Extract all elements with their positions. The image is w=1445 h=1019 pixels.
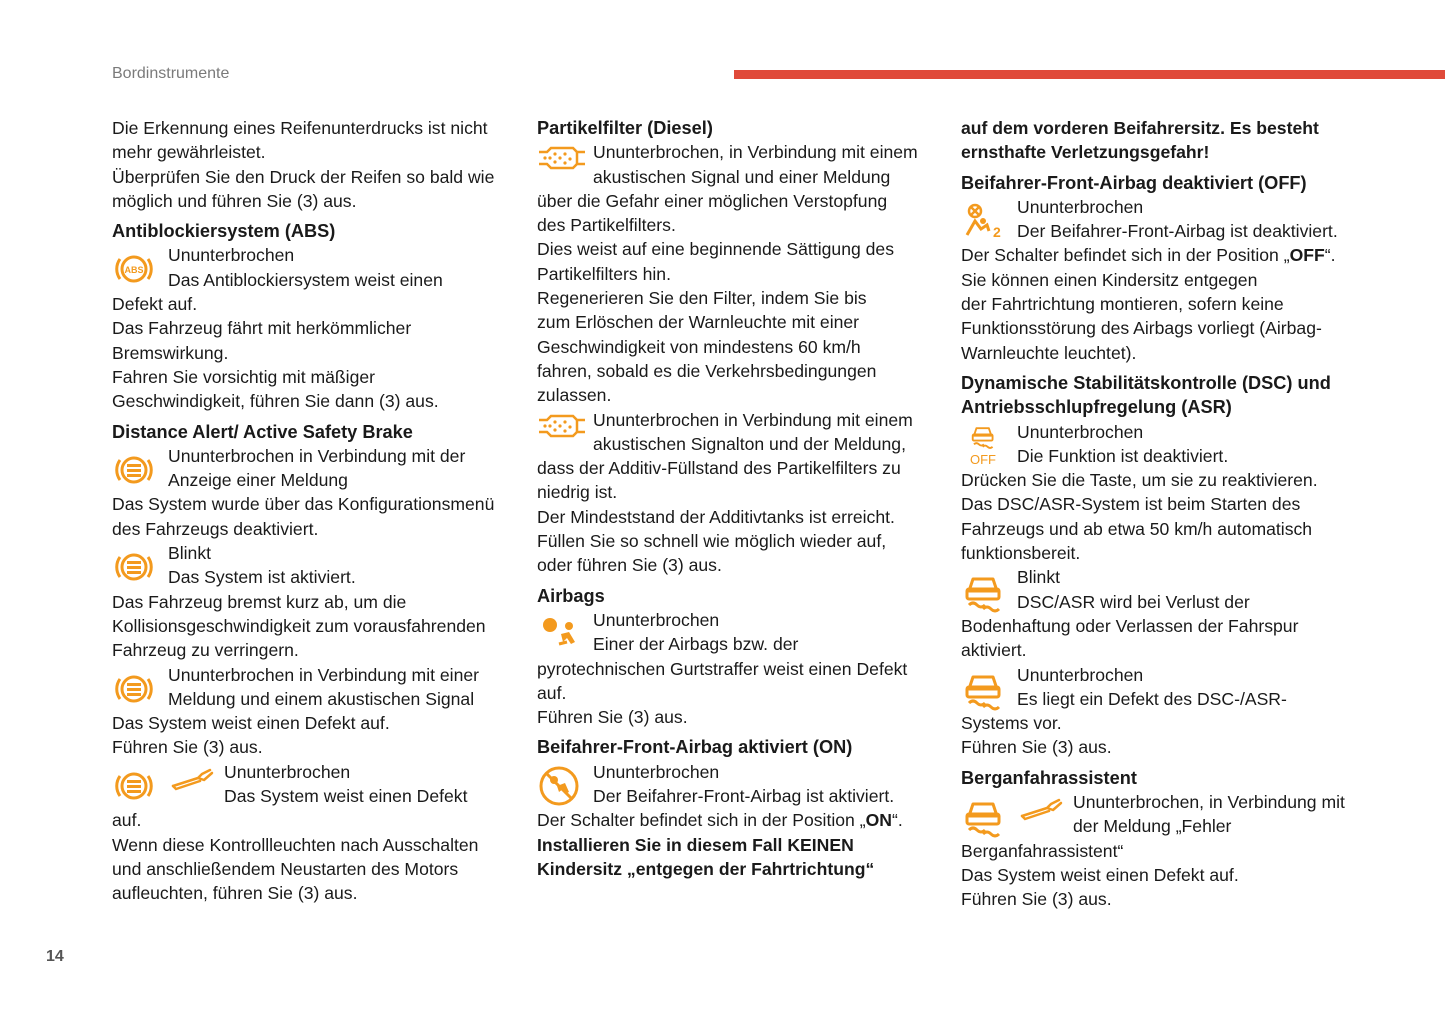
dsc-block-3 [961,663,1366,712]
dsc-state: Ununterbrochen [1017,664,1144,685]
column-2 [537,116,942,881]
pf-desc: akustischen Signalton und der Meldung, [593,433,906,454]
dsc-desc: Es liegt ein Defekt des DSC-/ASR- [1017,688,1287,709]
dab-desc: Das System weist einen Defekt [224,786,468,807]
dsc-icon [961,794,1005,838]
passenger-airbag-off-icon [961,199,1005,243]
wrench-icon [170,766,216,792]
abs-text: Bremswirkung. [112,342,229,363]
airbags-heading: Airbags [537,585,605,606]
hill-text: Berganfahrassistent“ [961,840,1124,861]
hill-desc: der Meldung „Fehler [1073,816,1232,837]
airbag-off-heading: Beifahrer-Front-Airbag deaktiviert (OFF) [961,172,1307,193]
intro-line: Überprüfen Sie den Druck der Reifen so bald wie [112,166,495,187]
abs-desc: Das Antiblockiersystem weist einen [168,269,443,290]
dab-state: Ununterbrochen in Verbindung mit der [168,445,466,466]
airbag-on-position: Der Schalter befindet sich in der Position „ON“. [537,810,903,831]
hill-block [961,790,1366,839]
dsc-block-1 [961,420,1366,469]
child-seat-warning: ernsthafte Verletzungsgefahr! [961,142,1210,163]
brake-warning-icon [112,448,156,492]
dsc-text: Drücken Sie die Taste, um sie zu reaktivieren. [961,470,1318,491]
dsc-state: Blinkt [1017,567,1061,588]
dsc-desc: Die Funktion ist deaktiviert. [1017,445,1229,466]
dab-text: und anschließendem Neustarten des Motors [112,858,459,879]
pf-text: dass der Additiv-Füllstand des Partikelfilters zu [537,458,901,479]
abs-warning-icon [112,247,156,291]
dab-text: auf. [112,810,142,831]
abs-state: Ununterbrochen [168,245,295,266]
dab-text: Kollisionsgeschwindigkeit zum vorausfahrenden [112,615,486,636]
pf-text: Partikelfilters hin. [537,263,671,284]
dsc-icon [961,667,1005,711]
column-3 [961,116,1366,912]
dab-text: Fahrzeug zu verringern. [112,640,299,661]
passenger-airbag-on-icon [537,764,581,808]
pf-text: zum Erlöschen der Warnleuchte mit einer [537,312,860,333]
dsc-text: funktionsbereit. [961,543,1081,564]
dab-text: Wenn diese Kontrollleuchten nach Ausschalten [112,834,479,855]
brake-warning-icon [112,764,156,808]
pf-text: Regenerieren Sie den Filter, indem Sie bis [537,288,867,309]
particle-filter-icon [537,412,587,440]
dab-state: Blinkt [168,543,212,564]
dab-desc: Das System ist aktiviert. [168,567,356,588]
particle-filter-icon [537,144,587,172]
child-seat-warning: Kindersitz „entgegen der Fahrtrichtung“ [537,858,875,879]
pf-text: Füllen Sie so schnell wie möglich wieder auf, [537,531,887,552]
dab-state: Ununterbrochen [224,761,351,782]
dsc-state: Ununterbrochen [1017,421,1144,442]
dab-heading: Distance Alert/ Active Safety Brake [112,421,413,442]
pf-text: Dies weist auf eine beginnende Sättigung des [537,239,895,260]
dsc-off-icon [961,422,1005,466]
airbag-warning-icon [537,612,581,652]
airbag-off-text: Warnleuchte leuchtet). [961,342,1137,363]
intro-line: mehr gewährleistet. [112,142,266,163]
child-seat-warning: auf dem vorderen Beifahrersitz. Es besteht [961,118,1319,138]
pf-text: Der Mindeststand der Additivtanks ist erreicht. [537,506,895,527]
section-title: Bordinstrumente [112,65,230,82]
dab-state: Ununterbrochen in Verbindung mit einer [168,664,480,685]
child-seat-warning: Installieren Sie in diesem Fall KEINEN [537,834,854,855]
hill-heading: Berganfahrassistent [961,767,1137,788]
dab-text: Das System weist einen Defekt auf. [112,713,390,734]
hill-text: Das System weist einen Defekt auf. [961,864,1239,885]
abs-text: Fahren Sie vorsichtig mit mäßiger [112,366,376,387]
pf-text: niedrig ist. [537,482,618,503]
dab-desc: Meldung und einem akustischen Signal [168,688,475,709]
svg-text:OFF: OFF [970,451,996,466]
abs-text: Das Fahrzeug fährt mit herkömmlicher [112,318,412,339]
column-1 [112,116,517,906]
dsc-text: Systems vor. [961,713,1062,734]
dsc-text: Fahrzeugs und ab etwa 50 km/h automatisch [961,518,1313,539]
pf-text: oder führen Sie (3) aus. [537,555,722,576]
airbag-off-desc: Der Beifahrer-Front-Airbag ist deaktiviert. [1017,221,1338,242]
page-number: 14 [46,948,64,965]
airbags-text: auf. [537,682,567,703]
dsc-block-2 [961,565,1366,614]
pf-block-1 [537,140,942,189]
abs-text: Defekt auf. [112,294,198,315]
abs-heading: Antiblockiersystem (ABS) [112,221,336,242]
dab-block-4 [112,760,517,809]
header-accent-bar [734,70,1445,79]
airbag-on-heading: Beifahrer-Front-Airbag aktiviert (ON) [537,737,853,758]
dsc-text: Das DSC/ASR-System ist beim Starten des [961,494,1301,515]
airbag-off-text: Sie können einen Kindersitz entgegen [961,269,1258,290]
abs-indicator-block [112,243,517,292]
hill-text: Führen Sie (3) aus. [961,889,1112,910]
dab-block-2 [112,541,517,590]
dab-text: Das Fahrzeug bremst kurz ab, um die [112,591,407,612]
airbag-off-block [961,195,1366,244]
dsc-desc: DSC/ASR wird bei Verlust der [1017,591,1250,612]
dab-text: Führen Sie (3) aus. [112,737,263,758]
pf-text: Geschwindigkeit von mindestens 60 km/h [537,336,861,357]
dab-block-3 [112,663,517,712]
airbag-off-text: der Fahrtrichtung montieren, sofern keine [961,294,1284,315]
intro-line: Die Erkennung eines Reifenunterdrucks ist nicht [112,118,488,138]
airbag-on-block [537,760,942,809]
brake-warning-icon [112,667,156,711]
dsc-text: aktiviert. [961,640,1027,661]
pf-text: des Partikelfilters. [537,215,676,236]
pf-state: Ununterbrochen, in Verbindung mit einem [593,142,918,163]
dsc-text: Führen Sie (3) aus. [961,737,1112,758]
airbag-off-state: Ununterbrochen [1017,196,1144,217]
airbags-text: Führen Sie (3) aus. [537,707,688,728]
dab-text: aufleuchten, führen Sie (3) aus. [112,883,358,904]
dab-text: Das System wurde über das Konfigurationsmenü [112,494,495,515]
pf-block-2 [537,408,942,457]
intro-line: möglich und führen Sie (3) aus. [112,190,357,211]
hill-state: Ununterbrochen, in Verbindung mit [1073,792,1345,813]
pf-text: über die Gefahr einer möglichen Verstopfung [537,190,888,211]
airbag-on-desc: Der Beifahrer-Front-Airbag ist aktiviert. [593,786,895,807]
airbags-text: pyrotechnischen Gurtstraffer weist einen Defekt [537,658,908,679]
airbags-state: Ununterbrochen [593,609,720,630]
pf-desc: akustischen Signal und einer Meldung [593,166,891,187]
wrench-icon [1019,796,1065,822]
airbag-off-text: Funktionsstörung des Airbags vorliegt (Airbag- [961,318,1322,339]
airbag-on-state: Ununterbrochen [593,761,720,782]
dab-text: des Fahrzeugs deaktiviert. [112,518,319,539]
dab-desc: Anzeige einer Meldung [168,470,348,491]
brake-warning-icon [112,545,156,589]
pf-text: zulassen. [537,385,612,406]
pf-heading: Partikelfilter (Diesel) [537,118,713,138]
dsc-icon [961,569,1005,613]
airbags-block [537,608,942,657]
pf-state: Ununterbrochen in Verbindung mit einem [593,409,913,430]
pf-text: fahren, sobald es die Verkehrsbedingungen [537,360,877,381]
dsc-text: Bodenhaftung oder Verlassen der Fahrspur [961,615,1299,636]
airbag-off-position: Der Schalter befindet sich in der Position „OFF“. [961,245,1336,266]
dab-block-1 [112,444,517,493]
abs-text: Geschwindigkeit, führen Sie dann (3) aus. [112,391,439,412]
airbags-desc: Einer der Airbags bzw. der [593,634,799,655]
dsc-heading: Dynamische Stabilitätskontrolle (DSC) und Antriebsschlupfregelung (ASR) [961,372,1331,418]
